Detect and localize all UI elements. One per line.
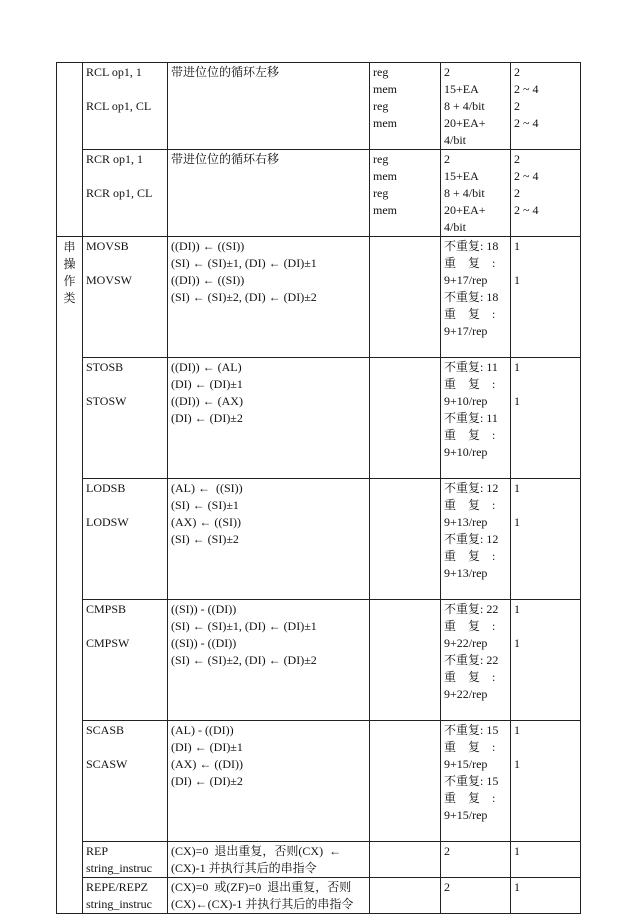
mnemonic-line [86, 548, 167, 565]
table-row [57, 150, 581, 237]
clock-line: 4/bit [444, 133, 467, 147]
clock-line: 不重复: 12 [444, 481, 499, 495]
clock-line: 重 复 : [444, 619, 496, 633]
bytes-line: 2 ~ 4 [514, 203, 539, 217]
operand-line: mem [373, 203, 397, 217]
mnemonic-line [86, 202, 167, 219]
clock-cell [441, 237, 511, 358]
clock-line: 9+15/rep [444, 808, 488, 822]
category-char: 类 [63, 291, 76, 305]
category-char: 操 [63, 257, 76, 271]
table-row [57, 600, 581, 721]
mnemonic-line [86, 376, 167, 393]
operand-cell [370, 150, 441, 237]
bytes-cell [511, 479, 581, 600]
bytes-line: 2 [514, 65, 520, 79]
function-cell [168, 842, 370, 878]
operand-line: reg [373, 186, 389, 200]
clock-cell [441, 721, 511, 842]
function-line: (CX)=0 退出重复，否则(CX) ← [171, 844, 342, 858]
function-line: ((DI)) ← ((SI)) [171, 239, 245, 253]
bytes-line: 1 [514, 481, 520, 495]
mnemonic-line [86, 669, 167, 686]
mnemonic-line: RCR op1, 1 [86, 152, 144, 166]
mnemonic-line: LODSB [86, 481, 126, 495]
bytes-line [514, 739, 580, 756]
function-cell [168, 479, 370, 600]
mnemonic-line: MOVSB [86, 239, 129, 253]
clock-line: 9+10/rep [444, 394, 488, 408]
clock-line: 8 + 4/bit [444, 186, 485, 200]
operand-cell [370, 721, 441, 842]
bytes-line: 1 [514, 880, 520, 894]
operand-line: reg [373, 152, 389, 166]
bytes-cell [511, 878, 581, 914]
mnemonic-line [86, 807, 167, 824]
mnemonic-line: REPE/REPZ [86, 880, 149, 894]
bytes-cell [511, 358, 581, 479]
clock-line: 重 复 : [444, 256, 496, 270]
mnemonic-line [86, 618, 167, 635]
clock-cell [441, 150, 511, 237]
clock-line: 9+13/rep [444, 566, 488, 580]
mnemonic-line [86, 652, 167, 669]
mnemonic-cell [83, 878, 168, 914]
table-row [57, 63, 581, 150]
clock-line: 不重复: 22 [444, 653, 499, 667]
clock-cell [441, 358, 511, 479]
function-line: (CX)-1 并执行其后的串指令 [171, 861, 317, 875]
function-line: ((DI)) ← ((SI)) [171, 273, 245, 287]
mnemonic-cell [83, 358, 168, 479]
function-line: (SI) ← (SI)±1, (DI) ← (DI)±1 [171, 256, 317, 270]
bytes-line: 1 [514, 273, 520, 287]
operand-cell [370, 358, 441, 479]
clock-cell [441, 842, 511, 878]
clock-line: 9+15/rep [444, 757, 488, 771]
mnemonic-line [86, 686, 167, 703]
mnemonic-cell [83, 842, 168, 878]
function-line: ((DI)) ← (AL) [171, 360, 242, 374]
clock-line: 15+EA [444, 169, 479, 183]
mnemonic-line: STOSW [86, 394, 127, 408]
clock-line: 2 [444, 65, 450, 79]
mnemonic-line [86, 497, 167, 514]
function-cell [168, 721, 370, 842]
clock-line: 9+13/rep [444, 515, 488, 529]
clock-cell [441, 63, 511, 150]
mnemonic-line: SCASW [86, 757, 128, 771]
mnemonic-line [86, 824, 167, 841]
function-line: (SI) ← (SI)±2, (DI) ← (DI)±2 [171, 290, 317, 304]
function-line: (DI) ← (DI)±1 [171, 740, 243, 754]
mnemonic-cell [83, 63, 168, 150]
operand-line: mem [373, 169, 397, 183]
mnemonic-line [86, 461, 167, 478]
bytes-line: 1 [514, 360, 520, 374]
bytes-cell [511, 150, 581, 237]
function-line: (SI) ← (SI)±1, (DI) ← (DI)±1 [171, 619, 317, 633]
operand-cell [370, 878, 441, 914]
clock-line: 重 复 : [444, 377, 496, 391]
mnemonic-cell [83, 479, 168, 600]
table-row [57, 237, 581, 358]
mnemonic-line [86, 289, 167, 306]
bytes-line [514, 255, 580, 272]
bytes-line: 1 [514, 515, 520, 529]
function-cell [168, 63, 370, 150]
bytes-line: 2 ~ 4 [514, 116, 539, 130]
category-cell-blank [57, 63, 83, 237]
function-line: (CX)←(CX)-1 并执行其后的串指令 [171, 897, 354, 911]
bytes-line: 1 [514, 757, 520, 771]
category-char: 作 [63, 274, 76, 288]
table-row [57, 878, 581, 914]
bytes-line: 1 [514, 602, 520, 616]
clock-line: 不重复: 18 [444, 290, 499, 304]
clock-line: 9+17/rep [444, 324, 488, 338]
mnemonic-cell [83, 600, 168, 721]
bytes-cell [511, 721, 581, 842]
bytes-cell [511, 842, 581, 878]
function-line: (SI) ← (SI)±2, (DI) ← (DI)±2 [171, 653, 317, 667]
mnemonic-line: string_instruc [86, 861, 152, 875]
mnemonic-line: MOVSW [86, 273, 133, 287]
clock-line: 不重复: 12 [444, 532, 499, 546]
mnemonic-cell [83, 721, 168, 842]
bytes-line: 2 [514, 99, 520, 113]
mnemonic-line [86, 739, 167, 756]
clock-line: 重 复 : [444, 307, 496, 321]
clock-line: 不重复: 18 [444, 239, 499, 253]
mnemonic-line: RCL op1, CL [86, 99, 152, 113]
clock-line: 4/bit [444, 220, 467, 234]
operand-line: mem [373, 116, 397, 130]
clock-line: 9+10/rep [444, 445, 488, 459]
bytes-cell [511, 237, 581, 358]
function-line: (AX) ← ((SI)) [171, 515, 241, 529]
mnemonic-line [86, 410, 167, 427]
function-cell [168, 600, 370, 721]
bytes-line: 1 [514, 723, 520, 737]
operand-cell [370, 479, 441, 600]
bytes-line [514, 376, 580, 393]
mnemonic-line [86, 219, 167, 236]
function-cell [168, 878, 370, 914]
bytes-line: 1 [514, 239, 520, 253]
operand-line: reg [373, 99, 389, 113]
mnemonic-line [86, 531, 167, 548]
function-line: ((SI)) - ((DI)) [171, 602, 237, 616]
table-row [57, 358, 581, 479]
bytes-line: 2 ~ 4 [514, 82, 539, 96]
clock-line: 2 [444, 152, 450, 166]
function-line: (DI) ← (DI)±1 [171, 377, 243, 391]
operand-line: mem [373, 82, 397, 96]
instruction-table [56, 62, 581, 914]
clock-line: 不重复: 11 [444, 360, 498, 374]
function-line: (AL) ← ((SI)) [171, 481, 243, 495]
function-line: (DI) ← (DI)±2 [171, 774, 243, 788]
bytes-line: 2 ~ 4 [514, 169, 539, 183]
operand-cell [370, 63, 441, 150]
mnemonic-line [86, 115, 167, 132]
clock-line: 不重复: 22 [444, 602, 499, 616]
mnemonic-line [86, 168, 167, 185]
bytes-cell [511, 600, 581, 721]
table-row [57, 479, 581, 600]
mnemonic-line: string_instruc [86, 897, 152, 911]
function-line: ((DI)) ← (AX) [171, 394, 243, 408]
category-cell [57, 237, 83, 914]
function-line: (AL) - ((DI)) [171, 723, 234, 737]
mnemonic-line: CMPSB [86, 602, 127, 616]
clock-line: 8 + 4/bit [444, 99, 485, 113]
function-line: (CX)=0 或(ZF)=0 退出重复，否则 [171, 880, 352, 894]
function-cell [168, 358, 370, 479]
mnemonic-cell [83, 237, 168, 358]
bytes-line: 2 [514, 186, 520, 200]
bytes-line [514, 618, 580, 635]
clock-line: 15+EA [444, 82, 479, 96]
clock-line: 重 复 : [444, 791, 496, 805]
table-row [57, 721, 581, 842]
mnemonic-line: CMPSW [86, 636, 130, 650]
clock-cell [441, 600, 511, 721]
clock-line: 重 复 : [444, 740, 496, 754]
mnemonic-line [86, 306, 167, 323]
bytes-line: 2 [514, 152, 520, 166]
function-cell [168, 237, 370, 358]
mnemonic-line [86, 582, 167, 599]
clock-line: 不重复: 15 [444, 774, 499, 788]
clock-line: 不重复: 15 [444, 723, 499, 737]
operand-line: reg [373, 65, 389, 79]
table-row [57, 842, 581, 878]
function-line: ((SI)) - ((DI)) [171, 636, 237, 650]
mnemonic-line: RCL op1, 1 [86, 65, 142, 79]
clock-cell [441, 479, 511, 600]
mnemonic-line [86, 132, 167, 149]
category-char: 串 [63, 240, 76, 254]
mnemonic-line [86, 323, 167, 340]
bytes-cell [511, 63, 581, 150]
function-line: (DI) ← (DI)±2 [171, 411, 243, 425]
operand-cell [370, 842, 441, 878]
function-line: (SI) ← (SI)±1 [171, 498, 239, 512]
clock-cell [441, 878, 511, 914]
mnemonic-line [86, 340, 167, 357]
mnemonic-line [86, 427, 167, 444]
mnemonic-cell [83, 150, 168, 237]
mnemonic-line [86, 444, 167, 461]
mnemonic-line [86, 565, 167, 582]
function-line: (AX) ← ((DI)) [171, 757, 243, 771]
mnemonic-line: LODSW [86, 515, 129, 529]
mnemonic-line: REP [86, 844, 109, 858]
mnemonic-line [86, 773, 167, 790]
mnemonic-line [86, 81, 167, 98]
bytes-line: 1 [514, 636, 520, 650]
mnemonic-line: STOSB [86, 360, 124, 374]
clock-line: 20+EA+ [444, 116, 486, 130]
function-line: 带进位位的循环右移 [171, 152, 280, 166]
mnemonic-line [86, 703, 167, 720]
clock-line: 重 复 : [444, 549, 496, 563]
clock-line: 20+EA+ [444, 203, 486, 217]
operand-cell [370, 600, 441, 721]
bytes-line: 1 [514, 844, 520, 858]
clock-line: 9+17/rep [444, 273, 488, 287]
operand-cell [370, 237, 441, 358]
mnemonic-line [86, 255, 167, 272]
clock-line: 2 [444, 844, 450, 858]
clock-line: 重 复 : [444, 428, 496, 442]
clock-line: 2 [444, 880, 450, 894]
clock-line: 重 复 : [444, 498, 496, 512]
bytes-line [514, 497, 580, 514]
clock-line: 重 复 : [444, 670, 496, 684]
clock-line: 不重复: 11 [444, 411, 498, 425]
clock-line: 9+22/rep [444, 687, 488, 701]
function-line: (SI) ← (SI)±2 [171, 532, 239, 546]
mnemonic-line [86, 790, 167, 807]
function-line: 带进位位的循环左移 [171, 65, 280, 79]
function-cell [168, 150, 370, 237]
clock-line: 9+22/rep [444, 636, 488, 650]
bytes-line: 1 [514, 394, 520, 408]
mnemonic-line: RCR op1, CL [86, 186, 153, 200]
mnemonic-line: SCASB [86, 723, 125, 737]
